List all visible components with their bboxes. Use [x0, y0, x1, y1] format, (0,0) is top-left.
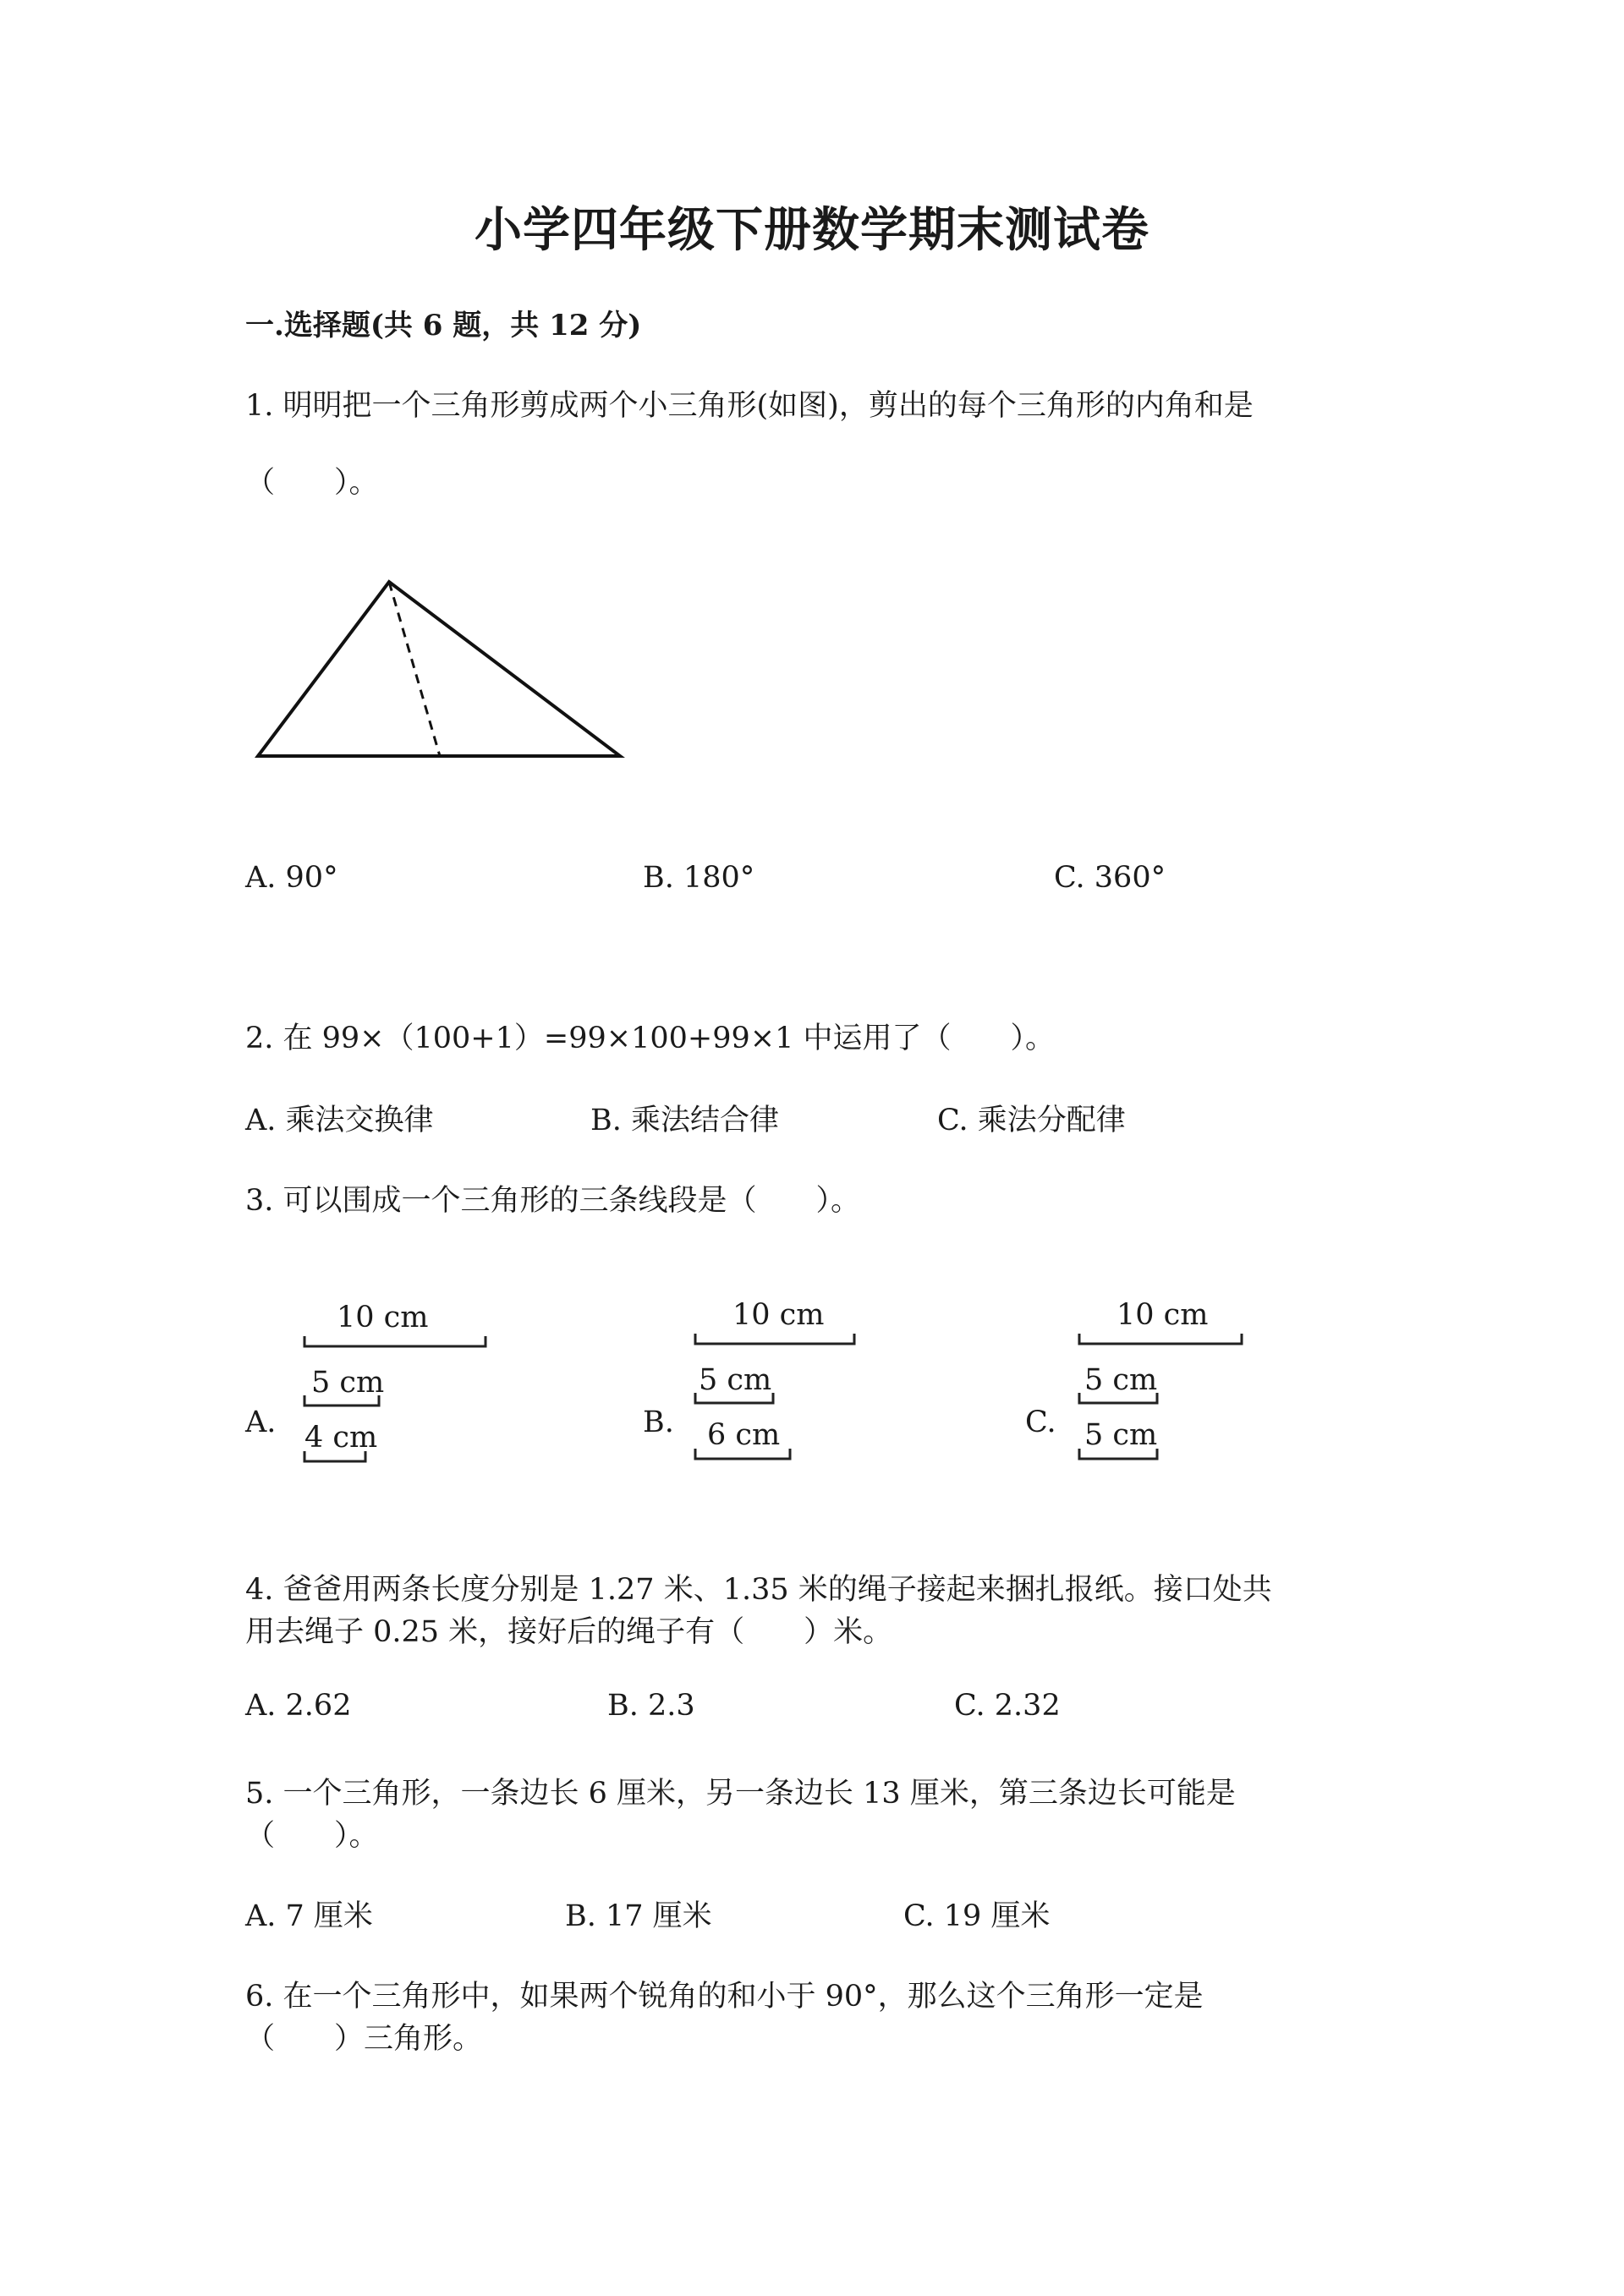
q1-option-b[interactable]: B. 180° — [643, 861, 755, 895]
q2-option-a[interactable]: A. 乘法交换律 — [245, 1104, 434, 1137]
section-heading: 一.选择题(共 6 题，共 12 分) — [245, 309, 642, 342]
q3-c-segment-3-label: 5 cm — [1084, 1418, 1158, 1452]
q3-stem: 3. 可以围成一个三角形的三条线段是（ ）。 — [245, 1184, 861, 1218]
q3-a-segment-2 — [304, 1395, 379, 1406]
q5-stem-line2: （ ）。 — [245, 1819, 379, 1853]
q1-option-a[interactable]: A. 90° — [245, 861, 338, 895]
q3-c-segment-3 — [1079, 1449, 1157, 1459]
q3-a-segment-2-label: 5 cm — [311, 1366, 385, 1400]
q1-blank: （ ）。 — [245, 466, 379, 500]
page-title: 小学四年级下册数学期末测试卷 — [475, 202, 1149, 258]
q3-b-segment-2-label: 5 cm — [699, 1363, 772, 1397]
q5-option-b[interactable]: B. 17 厘米 — [565, 1899, 712, 1933]
q4-stem-line2: 用去绳子 0.25 米，接好后的绳子有（ ）米。 — [245, 1615, 893, 1649]
q3-c-segment-2 — [1079, 1393, 1157, 1403]
q4-option-c[interactable]: C. 2.32 — [954, 1689, 1061, 1723]
q3-b-segment-1 — [695, 1334, 854, 1344]
q3-option-a[interactable]: A. — [245, 1406, 277, 1439]
q5-option-a[interactable]: A. 7 厘米 — [245, 1899, 373, 1933]
q3-c-segment-1 — [1079, 1334, 1242, 1344]
q2-option-c[interactable]: C. 乘法分配律 — [937, 1104, 1126, 1137]
q3-option-c[interactable]: C. — [1025, 1406, 1056, 1439]
q1-option-c[interactable]: C. 360° — [1054, 861, 1166, 895]
q5-stem-line1: 5. 一个三角形，一条边长 6 厘米，另一条边长 13 厘米，第三条边长可能是 — [245, 1777, 1236, 1811]
q3-a-segment-3 — [304, 1451, 365, 1461]
q3-b-segment-3-label: 6 cm — [707, 1418, 781, 1452]
q5-option-c[interactable]: C. 19 厘米 — [903, 1899, 1051, 1933]
q2-stem: 2. 在 99×（100+1）=99×100+99×1 中运用了（ ）。 — [245, 1022, 1055, 1055]
q3-a-segment-1 — [304, 1336, 486, 1346]
q6-stem-line2: （ ）三角形。 — [245, 2022, 483, 2056]
q4-option-b[interactable]: B. 2.3 — [607, 1689, 695, 1723]
q3-c-segment-1-label: 10 cm — [1116, 1298, 1209, 1332]
q6-stem-line1: 6. 在一个三角形中，如果两个锐角的和小于 90°，那么这个三角形一定是 — [245, 1980, 1204, 2014]
q1-stem: 1. 明明把一个三角形剪成两个小三角形(如图)，剪出的每个三角形的内角和是 — [245, 389, 1254, 423]
q3-a-segment-3-label: 4 cm — [304, 1421, 378, 1455]
q3-c-segment-2-label: 5 cm — [1084, 1363, 1158, 1397]
q3-option-b[interactable]: B. — [643, 1406, 674, 1439]
q3-b-segment-1-label: 10 cm — [732, 1298, 825, 1332]
q3-a-segment-1-label: 10 cm — [337, 1301, 429, 1334]
q4-stem-line1: 4. 爸爸用两条长度分别是 1.27 米、1.35 米的绳子接起来捆扎报纸。接口处共 — [245, 1573, 1272, 1607]
q3-b-segment-2 — [695, 1393, 773, 1403]
q3-b-segment-3 — [695, 1449, 790, 1459]
q4-option-a[interactable]: A. 2.62 — [245, 1689, 352, 1723]
q2-option-b[interactable]: B. 乘法结合律 — [590, 1104, 779, 1137]
